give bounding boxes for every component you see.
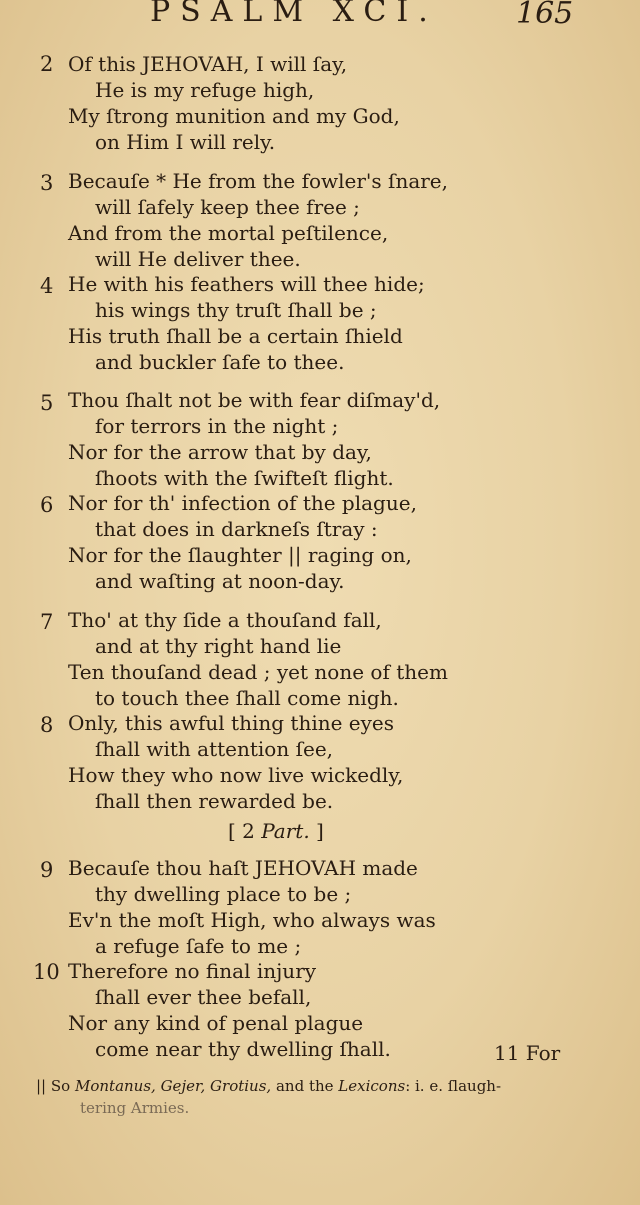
verse-line: come near thy dwelling ſhall. <box>95 1037 391 1061</box>
verse-line: for terrors in the night ; <box>95 414 339 438</box>
verse-number: 2 <box>40 52 54 76</box>
verse-line: Thou ſhalt not be with fear diſmay'd, <box>68 388 441 412</box>
verse-number: 5 <box>40 391 54 415</box>
verse-line: that does in darkneſs ſtray : <box>95 517 378 541</box>
footnote-author: Grotius, <box>210 1077 272 1095</box>
verse-line: ſhoots with the ſwifteſt flight. <box>95 466 394 490</box>
verse-line: Ten thouſand dead ; yet none of them <box>68 660 448 684</box>
verse-number: 4 <box>40 274 54 298</box>
verse-line: He is my refuge high, <box>95 78 315 102</box>
verse-line: ſhall ever thee befall, <box>95 985 312 1009</box>
footnote-lexicons: Lexicons <box>338 1077 406 1095</box>
verse-line: His truth ſhall be a certain ſhield <box>68 324 403 348</box>
verse-line: My ſtrong munition and my God, <box>68 104 400 128</box>
running-title: PSALM XCI. <box>150 0 438 29</box>
verse-line: ſhall then rewarded be. <box>95 789 334 813</box>
verse-line: to touch thee ſhall come nigh. <box>95 686 399 710</box>
page-number: 165 <box>516 0 574 31</box>
verse-number: 8 <box>40 713 54 737</box>
verse-line: will ſafely keep thee free ; <box>95 195 360 219</box>
verse-line: Nor for the arrow that by day, <box>68 440 372 464</box>
verse-number: 10 <box>33 960 60 984</box>
verse-line: Nor any kind of penal plague <box>68 1011 364 1035</box>
verse-line: a refuge ſafe to me ; <box>95 934 302 958</box>
footnote-so: So <box>50 1077 71 1095</box>
footnote <box>36 1075 501 1097</box>
verse-line: Therefore no final injury <box>68 959 317 983</box>
verse-line: ſhall with attention ſee, <box>95 737 334 761</box>
verse-line: and waſting at noon-day. <box>95 569 345 593</box>
footnote-mark: || <box>36 1077 47 1095</box>
verse-line: Becauſe * He from the fowler's ſnare, <box>68 169 448 193</box>
catchword: 11 For <box>494 1041 561 1065</box>
verse-line: thy dwelling place to be ; <box>95 882 352 906</box>
part-bracket-open: [ 2 <box>228 819 262 843</box>
verse-line: Becauſe thou haſt JEHOVAH made <box>68 856 418 880</box>
verse-number: 9 <box>40 858 54 882</box>
verse-line: and at thy right hand lie <box>95 634 342 658</box>
verse-line: Only, this awful thing thine eyes <box>68 711 395 735</box>
footnote-and-the: and the <box>275 1077 334 1095</box>
part-label: Part. <box>261 819 310 843</box>
verse-line: He with his feathers will thee hide; <box>68 272 425 296</box>
verse-line: will He deliver thee. <box>95 247 301 271</box>
verse-line: on Him I will rely. <box>95 130 276 154</box>
page-header <box>0 0 640 40</box>
verse-line: Nor for the ſlaughter || raging on, <box>68 543 412 567</box>
verse-number: 6 <box>40 493 54 517</box>
verse-number: 7 <box>40 610 54 634</box>
verse-line: his wings thy truſt ſhall be ; <box>95 298 377 322</box>
verse-line: Tho' at thy ſide a thouſand fall, <box>68 608 382 632</box>
verse-number: 3 <box>40 171 54 195</box>
footnote-author: Montanus, <box>74 1077 156 1095</box>
verse-line: How they who now live wickedly, <box>68 763 404 787</box>
verse-line: Nor for th' infection of the plague, <box>68 491 417 515</box>
footnote-author: Gejer, <box>160 1077 206 1095</box>
verse-line: And from the mortal peſtilence, <box>68 221 389 245</box>
verse-line: Ev'n the moſt High, who always was <box>68 908 436 932</box>
footnote-continuation: tering Armies. <box>80 1099 190 1117</box>
verse-line: and buckler ſafe to thee. <box>95 350 345 374</box>
part-bracket-close: ] <box>309 819 324 843</box>
footnote-rest: : i. e. ſlaugh- <box>405 1077 502 1095</box>
part-heading <box>228 818 324 844</box>
verse-line: Of this JEHOVAH, I will ſay, <box>68 52 348 76</box>
